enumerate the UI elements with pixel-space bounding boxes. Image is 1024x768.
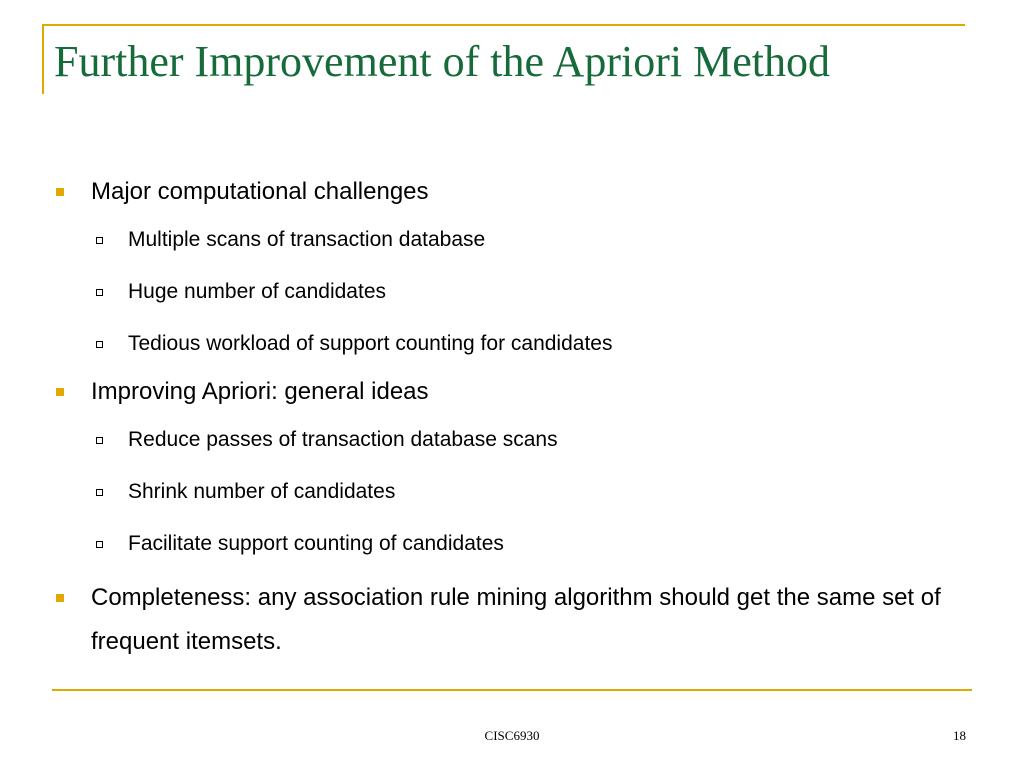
- bullet-item: [56, 576, 956, 664]
- hollow-square-bullet-icon: [96, 489, 103, 496]
- sub-bullet-text: Facilitate support counting of candidates: [128, 532, 504, 555]
- sub-bullet-item: [56, 266, 956, 318]
- bullet-text: Completeness: any association rule mining algorithm should get the same set of frequent itemsets.: [91, 584, 941, 655]
- title-top-rule: [42, 24, 965, 26]
- hollow-square-bullet-icon: [96, 237, 103, 244]
- footer-rule: [52, 689, 972, 691]
- sub-bullet-item: [56, 414, 956, 466]
- sub-bullet-item: [56, 214, 956, 266]
- square-bullet-icon: [56, 188, 64, 196]
- sub-bullet-text: Tedious workload of support counting for candidates: [128, 332, 613, 355]
- slide-content: [56, 170, 956, 664]
- hollow-square-bullet-icon: [96, 341, 103, 348]
- bullet-text: Major computational challenges: [91, 178, 429, 205]
- hollow-square-bullet-icon: [96, 541, 103, 548]
- square-bullet-icon: [56, 594, 64, 602]
- footer-course: CISC6930: [484, 728, 540, 743]
- square-bullet-icon: [56, 388, 64, 396]
- hollow-square-bullet-icon: [96, 289, 103, 296]
- slide-title: Further Improvement of the Apriori Method: [54, 37, 830, 86]
- hollow-square-bullet-icon: [96, 437, 103, 444]
- sub-bullet-text: Shrink number of candidates: [128, 480, 396, 503]
- page-number: 18: [953, 728, 966, 743]
- sub-bullet-item: [56, 518, 956, 570]
- sub-bullet-item: [56, 466, 956, 518]
- title-left-rule: [42, 24, 44, 94]
- bullet-text: Improving Apriori: general ideas: [91, 378, 429, 405]
- sub-bullet-text: Reduce passes of transaction database scans: [128, 428, 558, 451]
- sub-bullet-item: [56, 318, 956, 370]
- sub-bullet-text: Huge number of candidates: [128, 280, 386, 303]
- bullet-item: [56, 170, 956, 214]
- sub-bullet-text: Multiple scans of transaction database: [128, 228, 486, 251]
- bullet-item: [56, 370, 956, 414]
